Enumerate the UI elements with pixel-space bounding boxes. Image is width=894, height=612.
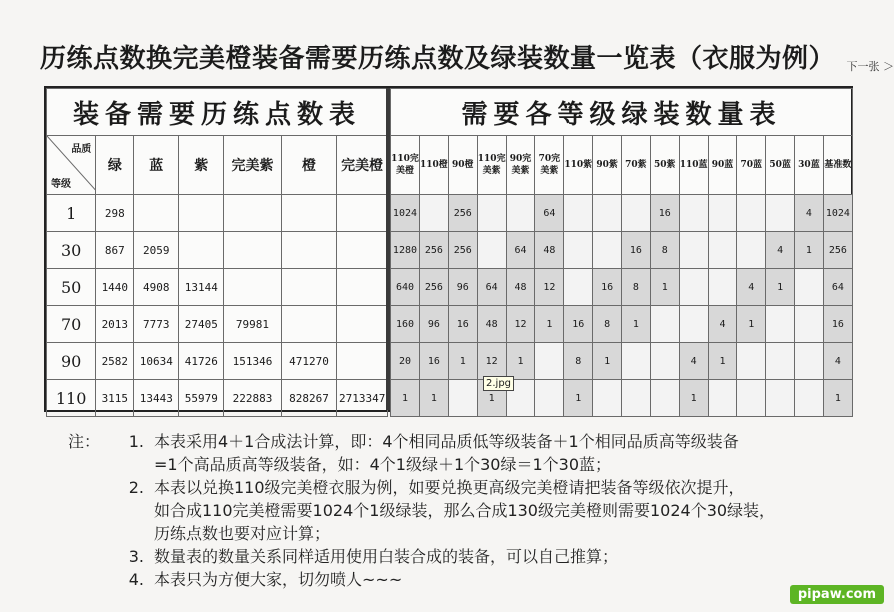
quantity-cell: 1024 [823, 195, 852, 232]
points-cell [224, 232, 281, 269]
quantity-cell: 160 [391, 306, 420, 343]
note-line [68, 522, 858, 545]
quantity-cell: 64 [823, 269, 852, 306]
quantity-cell: 16 [419, 343, 448, 380]
quantity-cell: 16 [622, 232, 651, 269]
quantity-cell: 1 [535, 306, 564, 343]
quantity-cell: 48 [477, 306, 506, 343]
quantity-cell [535, 343, 564, 380]
quantity-cell: 1 [795, 232, 824, 269]
notes-prefix [68, 545, 104, 568]
points-cell [281, 306, 337, 343]
quantity-cell: 4 [708, 306, 737, 343]
column-header: 70紫 [622, 136, 651, 195]
notes-prefix [68, 476, 104, 499]
notes-prefix [68, 453, 104, 476]
corner-grade-label: 等级 [51, 179, 71, 190]
quantity-table-heading: 需要各等级绿装数量表 [391, 89, 853, 136]
note-number [104, 453, 154, 476]
note-number [104, 499, 154, 522]
column-header: 110橙 [419, 136, 448, 195]
points-cell [224, 195, 281, 232]
quantity-cell [477, 195, 506, 232]
next-image-link[interactable]: 下一张 ＞ [846, 60, 894, 73]
grade-cell: 90 [47, 343, 96, 380]
table-row [391, 306, 853, 343]
notes-prefix [68, 568, 104, 591]
points-cell: 7773 [134, 306, 179, 343]
quantity-cell: 48 [506, 269, 535, 306]
column-header: 完美橙 [337, 136, 388, 195]
points-cell [337, 343, 388, 380]
quantity-cell: 48 [535, 232, 564, 269]
quantity-cell [448, 380, 477, 417]
quantity-cell [679, 195, 708, 232]
column-header: 110完美橙 [391, 136, 420, 195]
quantity-cell [766, 306, 795, 343]
points-cell [281, 232, 337, 269]
table-frame [44, 86, 853, 412]
points-cell: 298 [96, 195, 134, 232]
quantity-cell [766, 380, 795, 417]
quantity-cell [766, 343, 795, 380]
quantity-cell: 12 [477, 343, 506, 380]
table-row [391, 380, 853, 417]
quantity-cell [795, 306, 824, 343]
table-row [391, 195, 853, 232]
points-table-heading: 装备需要历练点数表 [47, 89, 388, 136]
column-header: 基准数 [823, 136, 852, 195]
quantity-table [390, 88, 853, 417]
quantity-cell [737, 232, 766, 269]
points-cell: 41726 [179, 343, 224, 380]
quantity-cell: 8 [564, 343, 593, 380]
quantity-cell: 1 [506, 343, 535, 380]
quantity-cell: 12 [535, 269, 564, 306]
quantity-cell [708, 380, 737, 417]
quantity-cell: 1 [823, 380, 852, 417]
note-number: 2. [128, 478, 144, 497]
points-cell: 2582 [96, 343, 134, 380]
column-header: 橙 [281, 136, 337, 195]
column-header: 110蓝 [679, 136, 708, 195]
quantity-cell: 1 [650, 269, 679, 306]
quantity-cell: 4 [823, 343, 852, 380]
note-line [68, 453, 858, 476]
quantity-cell: 4 [679, 343, 708, 380]
points-cell [134, 195, 179, 232]
corner-cell [47, 136, 96, 195]
table-row [47, 380, 388, 417]
quantity-cell: 256 [823, 232, 852, 269]
column-header: 50紫 [650, 136, 679, 195]
note-number: 1. [128, 432, 144, 451]
note-number [104, 522, 154, 545]
quantity-cell [650, 306, 679, 343]
quantity-cell [795, 380, 824, 417]
quantity-cell: 16 [823, 306, 852, 343]
note-text: 如合成110完美橙需要1024个1级绿装，那么合成130级完美橙则需要1024个30绿装， [154, 501, 776, 520]
note-line [68, 568, 858, 591]
quantity-cell: 4 [766, 232, 795, 269]
column-header: 70蓝 [737, 136, 766, 195]
quantity-cell [795, 343, 824, 380]
quantity-cell [737, 380, 766, 417]
points-cell [179, 195, 224, 232]
notes [68, 430, 858, 591]
quantity-cell [506, 195, 535, 232]
quantity-cell [679, 306, 708, 343]
points-cell: 2013 [96, 306, 134, 343]
quantity-cell: 12 [506, 306, 535, 343]
note-text: 本表只为方便大家，切勿喷人~~~ [154, 570, 403, 589]
quantity-cell: 256 [448, 232, 477, 269]
points-cell: 2059 [134, 232, 179, 269]
table-row [391, 269, 853, 306]
quantity-cell: 1024 [391, 195, 420, 232]
quantity-cell: 1 [419, 380, 448, 417]
column-header: 紫 [179, 136, 224, 195]
notes-prefix: 注： [68, 432, 101, 451]
column-header: 90紫 [593, 136, 622, 195]
quantity-cell: 8 [593, 306, 622, 343]
quantity-cell [622, 343, 651, 380]
points-cell: 867 [96, 232, 134, 269]
note-line [68, 430, 858, 453]
points-cell [337, 195, 388, 232]
points-cell: 222883 [224, 380, 281, 417]
quantity-cell [679, 269, 708, 306]
note-line [68, 545, 858, 568]
points-cell: 3115 [96, 380, 134, 417]
grade-cell: 30 [47, 232, 96, 269]
quantity-cell [795, 269, 824, 306]
quantity-cell: 64 [535, 195, 564, 232]
note-number: 3. [128, 547, 144, 566]
quantity-cell [737, 195, 766, 232]
column-header: 110紫 [564, 136, 593, 195]
table-row [391, 232, 853, 269]
grade-cell: 1 [47, 195, 96, 232]
quantity-cell: 1 [477, 380, 506, 417]
quantity-cell [564, 269, 593, 306]
points-cell: 10634 [134, 343, 179, 380]
column-header: 90完美紫 [506, 136, 535, 195]
column-header: 50蓝 [766, 136, 795, 195]
quantity-cell [593, 232, 622, 269]
quantity-cell: 64 [477, 269, 506, 306]
points-table [46, 88, 388, 417]
quantity-cell: 16 [448, 306, 477, 343]
quantity-cell [766, 195, 795, 232]
quantity-cell [650, 343, 679, 380]
column-header: 绿 [96, 136, 134, 195]
quantity-cell [679, 232, 708, 269]
quantity-cell: 8 [622, 269, 651, 306]
points-cell [337, 306, 388, 343]
grade-cell: 50 [47, 269, 96, 306]
filename-tooltip: 2.jpg [483, 376, 514, 391]
points-cell [337, 232, 388, 269]
note-text: =1个高品质高等级装备，如：4个1级绿＋1个30绿＝1个30蓝； [154, 455, 612, 474]
quantity-cell: 1 [391, 380, 420, 417]
points-cell [337, 269, 388, 306]
quantity-cell [593, 195, 622, 232]
quantity-cell [564, 232, 593, 269]
points-cell: 2713347 [337, 380, 388, 417]
quantity-cell: 256 [419, 269, 448, 306]
table-row [47, 195, 388, 232]
points-cell [224, 269, 281, 306]
points-cell [281, 195, 337, 232]
column-header: 70完美紫 [535, 136, 564, 195]
note-text: 历练点数也要对应计算； [154, 524, 331, 543]
points-cell: 79981 [224, 306, 281, 343]
column-header: 90橙 [448, 136, 477, 195]
points-cell [281, 269, 337, 306]
points-cell: 4908 [134, 269, 179, 306]
quantity-cell: 64 [506, 232, 535, 269]
quantity-cell: 8 [650, 232, 679, 269]
points-cell: 151346 [224, 343, 281, 380]
note-text: 本表采用4＋1合成法计算，即：4个相同品质低等级装备＋1个相同品质高等级装备 [154, 432, 739, 451]
page-title: 历练点数换完美橙装备需要历练点数及绿装数量一览表（衣服为例） [40, 44, 836, 72]
notes-prefix [68, 522, 104, 545]
quantity-cell [564, 195, 593, 232]
grade-cell: 110 [47, 380, 96, 417]
note-number: 4. [128, 570, 144, 589]
quantity-cell [477, 232, 506, 269]
points-cell [179, 232, 224, 269]
quantity-cell [593, 380, 622, 417]
quantity-cell: 16 [593, 269, 622, 306]
quantity-cell [622, 380, 651, 417]
quantity-cell: 96 [419, 306, 448, 343]
table-row [47, 232, 388, 269]
quantity-cell: 20 [391, 343, 420, 380]
quantity-cell: 1 [593, 343, 622, 380]
quantity-cell: 1 [766, 269, 795, 306]
quantity-cell [737, 343, 766, 380]
column-header: 完美紫 [224, 136, 281, 195]
quantity-cell: 16 [650, 195, 679, 232]
quantity-cell [708, 232, 737, 269]
quantity-cell: 256 [448, 195, 477, 232]
note-line [68, 499, 858, 522]
column-header: 110完美紫 [477, 136, 506, 195]
column-header: 蓝 [134, 136, 179, 195]
column-header: 30蓝 [795, 136, 824, 195]
points-cell: 55979 [179, 380, 224, 417]
quantity-cell: 1 [737, 306, 766, 343]
quantity-cell: 1 [622, 306, 651, 343]
quantity-cell: 256 [419, 232, 448, 269]
table-row [47, 269, 388, 306]
quantity-cell: 1 [679, 380, 708, 417]
note-text: 本表以兑换110级完美橙衣服为例，如要兑换更高级完美橙请把装备等级依次提升， [154, 478, 745, 497]
quantity-cell: 4 [795, 195, 824, 232]
quantity-cell: 1280 [391, 232, 420, 269]
column-header: 90蓝 [708, 136, 737, 195]
site-logo: pipaw.com [790, 585, 884, 604]
quantity-cell [419, 195, 448, 232]
quantity-cell: 16 [564, 306, 593, 343]
notes-prefix [68, 499, 104, 522]
points-cell: 13144 [179, 269, 224, 306]
quantity-cell [708, 269, 737, 306]
quantity-cell: 4 [737, 269, 766, 306]
quantity-cell [650, 380, 679, 417]
points-cell: 471270 [281, 343, 337, 380]
grade-cell: 70 [47, 306, 96, 343]
quantity-cell: 96 [448, 269, 477, 306]
quantity-cell: 1 [708, 343, 737, 380]
corner-quality-label: 品质 [71, 144, 92, 155]
quantity-cell [708, 195, 737, 232]
note-text: 数量表的数量关系同样适用使用白装合成的装备，可以自己推算； [154, 547, 619, 566]
quantity-cell: 1 [564, 380, 593, 417]
note-line [68, 476, 858, 499]
points-cell: 828267 [281, 380, 337, 417]
table-row [391, 343, 853, 380]
quantity-cell: 1 [448, 343, 477, 380]
quantity-cell [535, 380, 564, 417]
quantity-cell: 640 [391, 269, 420, 306]
table-row [47, 343, 388, 380]
points-cell: 13443 [134, 380, 179, 417]
points-cell: 27405 [179, 306, 224, 343]
points-cell: 1440 [96, 269, 134, 306]
table-row [47, 306, 388, 343]
quantity-cell [622, 195, 651, 232]
